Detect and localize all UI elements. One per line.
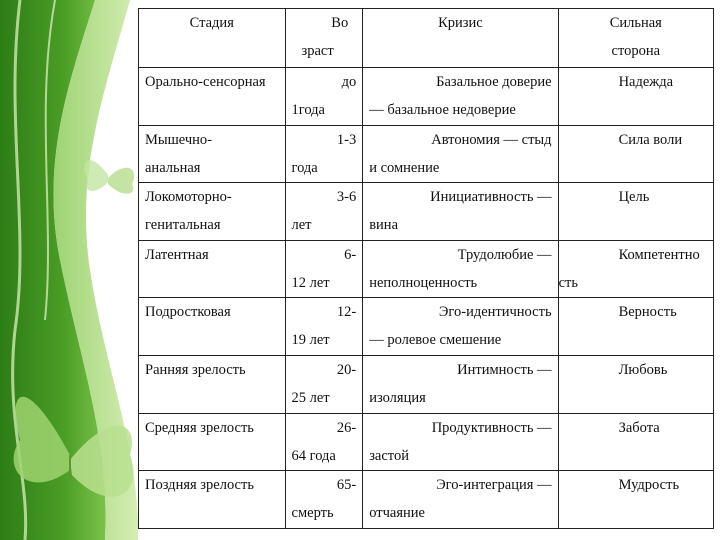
crisis-cell-line: изоляция [369,389,426,406]
age-cell-line: до [341,74,357,90]
crisis-cell-line: Продуктивность — [431,419,552,436]
strength-cell [558,68,713,126]
age-cell-line: 6- [344,246,357,263]
age-cell-line: 19 лет [291,332,330,349]
crisis-cell-line: и сомнение [369,159,440,176]
crisis-cell [363,471,558,529]
strength-cell-line: Цель [618,189,650,206]
age-cell-line: 26- [336,419,357,436]
stage-cell-line: Средняя зрелость [145,419,254,436]
erikson-stages-table [138,8,714,529]
strength-cell-line: Любовь [618,361,668,378]
age-cell-line: 12 лет [291,274,330,291]
crisis-cell-line: — базальное недоверие [369,102,516,118]
erikson-stages-table-container [138,8,714,528]
strength-cell-line: Надежда [618,74,674,90]
strength-cell-line: Верность [618,304,677,321]
crisis-cell-line: Базальное доверие [436,74,552,90]
strength-cell [558,471,713,529]
age-cell-line: 20- [336,361,357,378]
strength-cell-line: Компетентно [618,246,700,263]
table-row [139,355,714,413]
crisis-cell [363,298,558,356]
crisis-cell-line: Инициативность — [430,189,552,206]
stage-cell [139,471,286,529]
crisis-cell-line: отчаяние [369,505,425,522]
age-cell-line: 12- [336,304,357,321]
crisis-cell-line: неполноценность [369,274,478,291]
strength-cell [558,413,713,471]
table-row [139,298,714,356]
stage-cell [139,183,286,241]
header-crisis: Кризис [363,9,558,68]
crisis-cell-line: Интимность — [457,361,552,378]
stage-cell [139,240,286,298]
strength-cell [558,298,713,356]
strength-cell-line: Сила воли [618,131,683,148]
crisis-cell-line: Трудолюбие — [457,246,552,263]
stage-cell-line: Орально-сенсорная [145,74,266,90]
crisis-cell [363,183,558,241]
stage-cell-line: Ранняя зрелость [145,361,246,378]
stage-cell-line: генитальная [145,217,221,234]
crisis-cell-line: Эго-интеграция — [436,477,552,494]
crisis-cell-line: Эго-идентичность [438,304,552,321]
age-cell-line: 64 года [291,447,336,464]
stage-cell-line: Латентная [145,246,209,263]
age-cell-line: 25 лет [291,389,330,406]
table-row [139,183,714,241]
strength-cell [558,355,713,413]
stage-cell [139,125,286,183]
crisis-cell-line: вина [369,217,399,234]
age-cell [285,125,363,183]
age-cell-line: 65- [336,477,357,494]
age-cell [285,68,363,126]
age-cell-line: 3-6 [336,189,357,206]
stage-cell [139,68,286,126]
stage-cell-line: Подростковая [145,304,231,321]
age-cell [285,471,363,529]
age-cell [285,413,363,471]
crisis-cell [363,355,558,413]
table-row [139,471,714,529]
crisis-cell-line: Автономия — стыд [431,131,552,148]
strength-cell [558,240,713,298]
age-cell [285,355,363,413]
crisis-cell [363,240,558,298]
stage-cell [139,413,286,471]
stage-cell-line: Локомоторно- [145,189,232,206]
header-stage: Стадия [139,9,286,68]
age-cell-line: 1года [291,102,325,118]
strength-cell-line: сть [558,274,578,291]
crisis-cell-line: застой [369,447,409,464]
age-cell [285,240,363,298]
crisis-cell [363,68,558,126]
table-row [139,68,714,126]
stage-cell [139,355,286,413]
small-butterfly-icon [84,160,134,194]
crisis-cell [363,125,558,183]
age-cell-line: 1-3 [336,131,357,148]
strength-cell [558,125,713,183]
crisis-cell-line: — ролевое смешение [369,332,502,349]
stage-cell-line: Мышечно- [145,131,213,148]
header-strength: Сильная сторона [558,9,713,68]
stage-cell-line: анальная [145,159,201,176]
age-cell-line: года [291,159,318,176]
table-row [139,125,714,183]
strength-cell-line: Забота [618,419,660,436]
table-row [139,240,714,298]
age-cell [285,298,363,356]
strength-cell-line: Мудрость [618,477,680,494]
age-cell [285,183,363,241]
strength-cell [558,183,713,241]
stage-cell-line: Поздняя зрелость [145,477,254,494]
age-cell-line: смерть [291,505,334,522]
table-row [139,413,714,471]
crisis-cell [363,413,558,471]
header-age: Во зраст [285,9,363,68]
stage-cell [139,298,286,356]
table-header-row [139,9,714,68]
age-cell-line: лет [291,217,312,234]
